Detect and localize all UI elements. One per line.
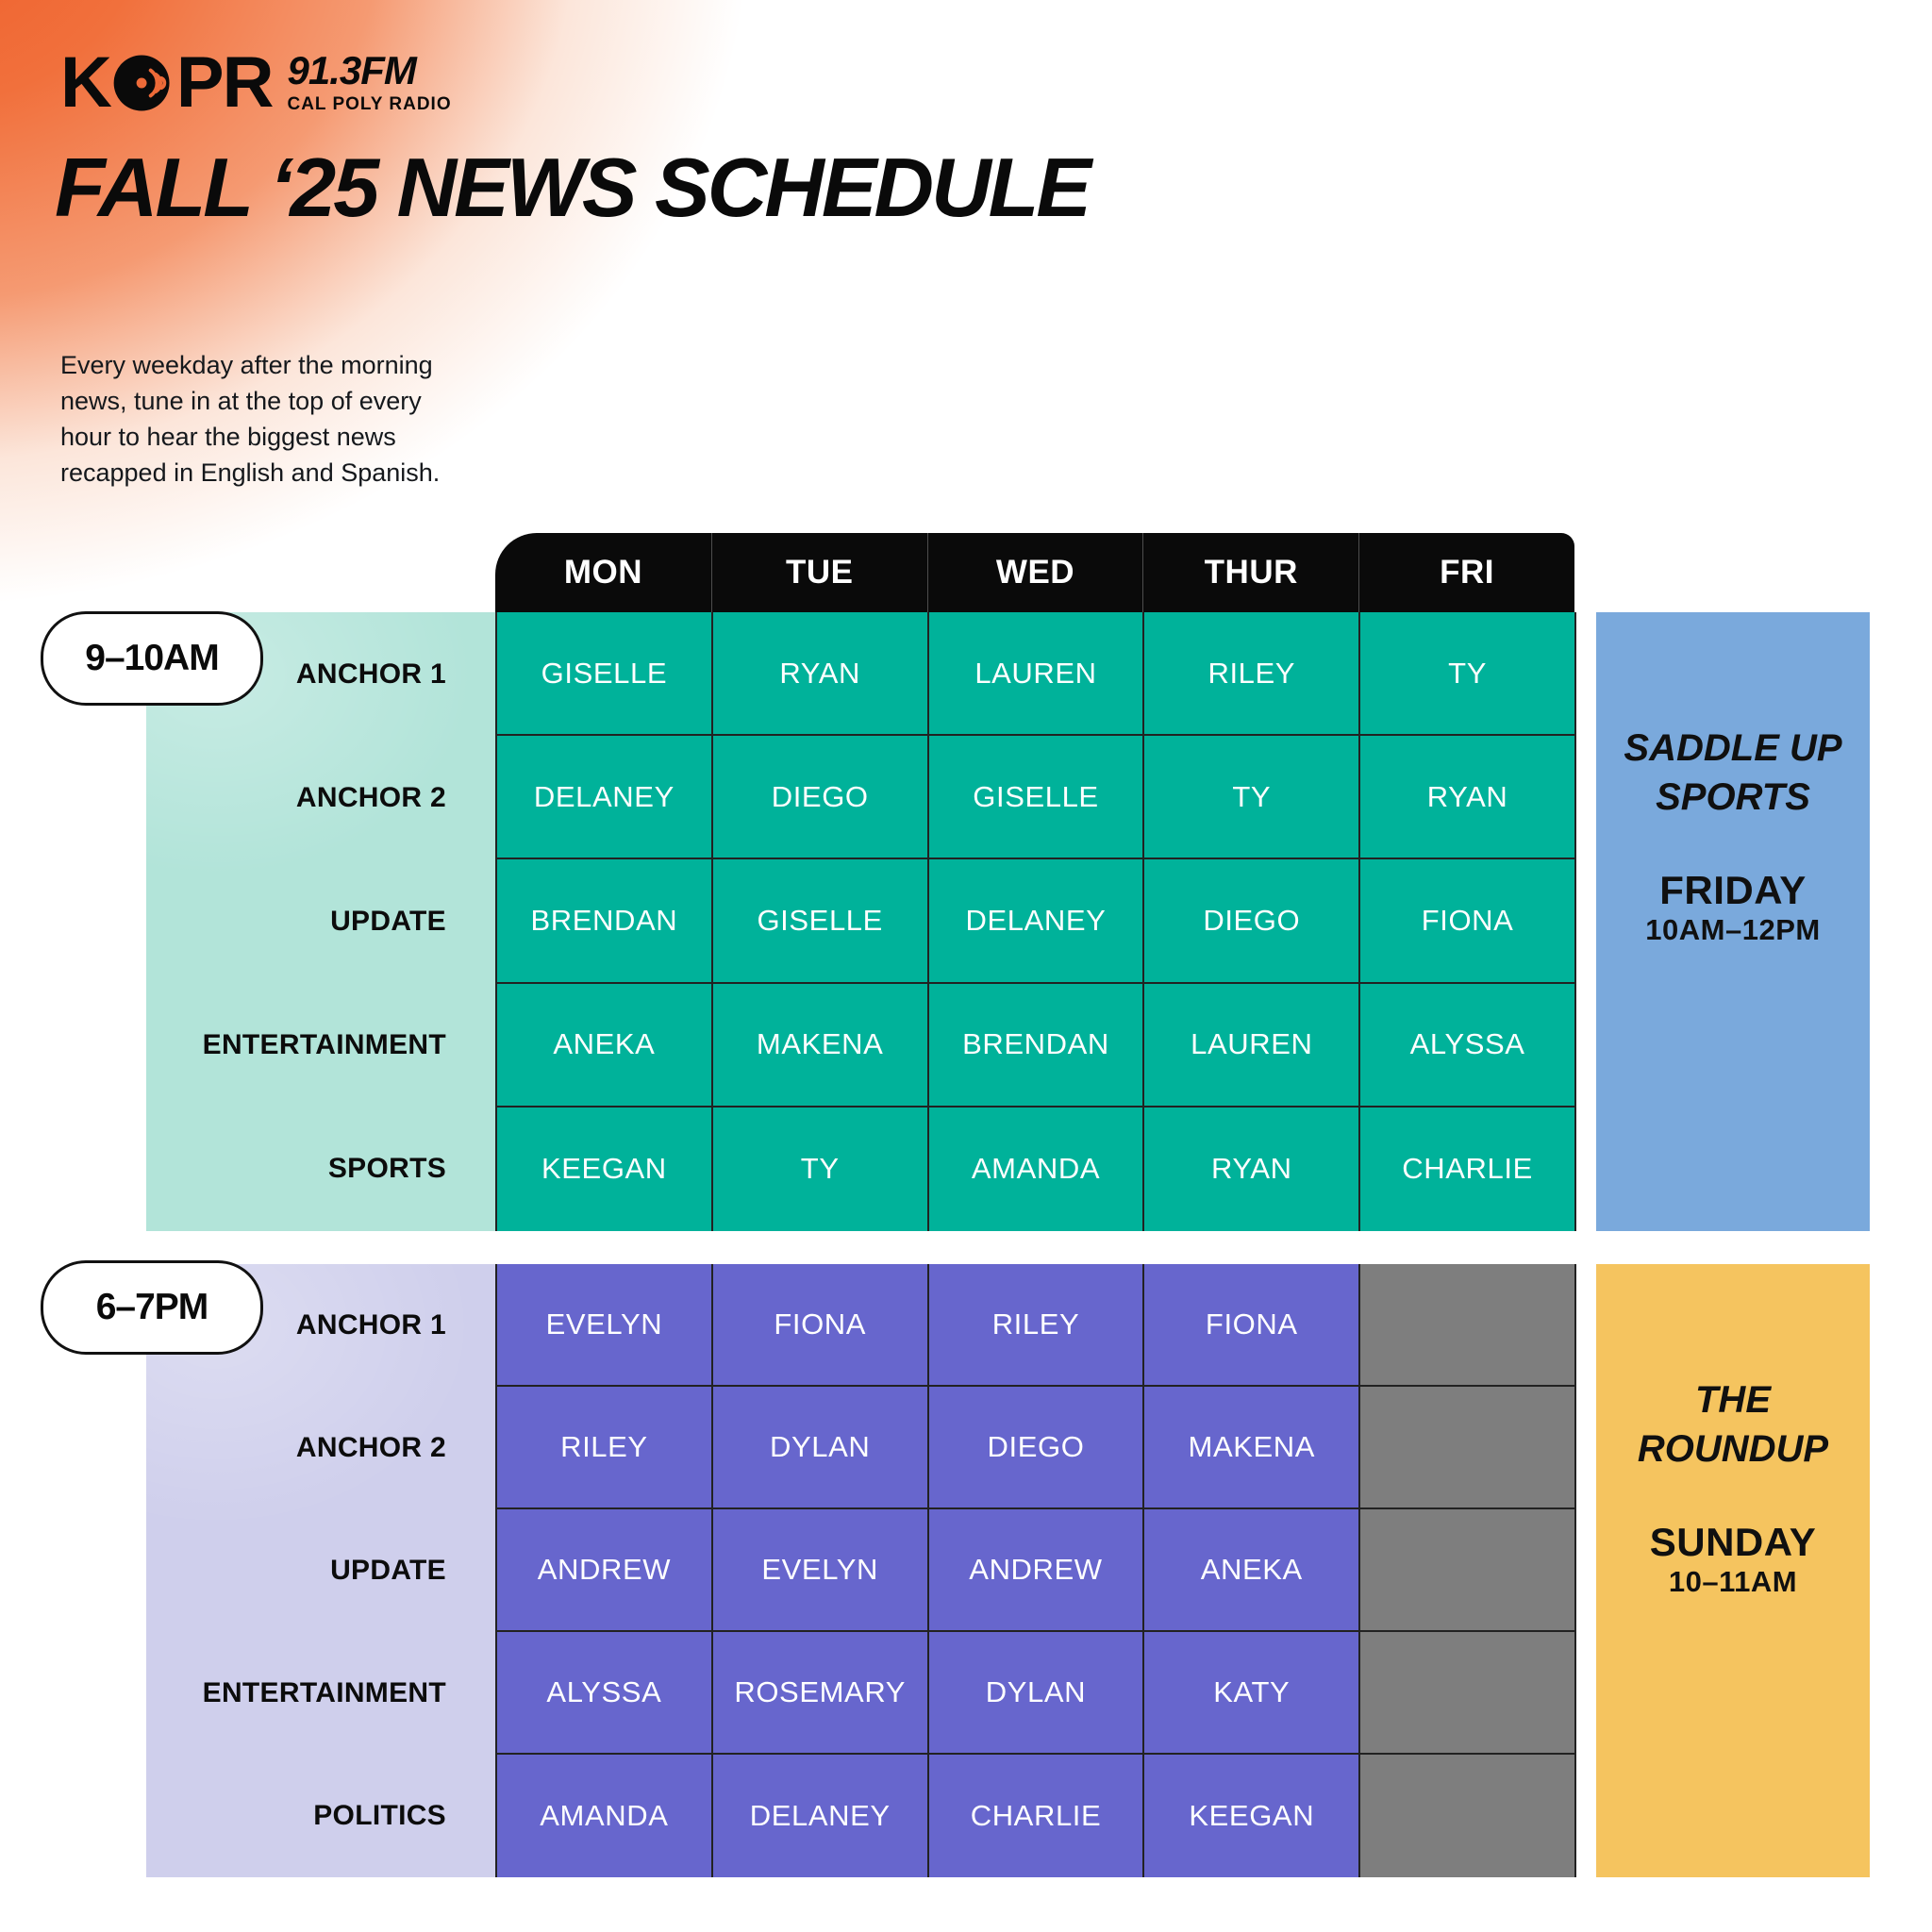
schedule-cell-update-wed: DELANEY [929, 859, 1145, 983]
schedule-cell-anchor-1-thur: FIONA [1144, 1264, 1360, 1387]
panel-time: 10–11AM [1668, 1565, 1798, 1598]
schedule-cell-anchor-1-mon: EVELYN [497, 1264, 713, 1387]
schedule-cell-anchor-2-tue: DYLAN [713, 1387, 929, 1509]
schedule-cell-anchor-2-mon: RILEY [497, 1387, 713, 1509]
empty-cell-fri [1360, 1509, 1576, 1632]
schedule-cell-sports-mon: KEEGAN [497, 1108, 713, 1231]
schedule-cell-anchor-1-fri: TY [1360, 612, 1576, 736]
time-pill-label: 9–10AM [85, 638, 219, 678]
role-label-anchor-1: ANCHOR 1 [295, 658, 446, 690]
role-label-anchor-2: ANCHOR 2 [295, 1432, 446, 1463]
role-label-entertainment: ENTERTAINMENT [202, 1029, 446, 1061]
days-header [495, 533, 1574, 615]
schedule-cell-sports-tue: TY [713, 1108, 929, 1231]
page-title: FALL ‘25 NEWS SCHEDULE [55, 141, 1090, 234]
role-label-update: UPDATE [330, 905, 446, 937]
day-header-mon: MON [563, 554, 642, 591]
day-header-tue: TUE [711, 533, 927, 612]
panel-time: 10AM–12PM [1645, 913, 1821, 946]
schedule-cell-sports-wed: AMANDA [929, 1108, 1145, 1231]
schedule-cell-update-thur: ANEKA [1144, 1509, 1360, 1632]
empty-cell-fri [1360, 1264, 1576, 1387]
role-label-entertainment: ENTERTAINMENT [202, 1677, 446, 1708]
the-roundup-panel [1596, 1264, 1870, 1877]
day-header-fri: FRI [1358, 533, 1574, 612]
panel-day: SUNDAY [1649, 1520, 1817, 1564]
station-frequency: 91.3FM [287, 48, 416, 92]
logo-letter-k: K [60, 42, 110, 123]
schedule-cell-entertainment-thur: KATY [1144, 1632, 1360, 1755]
schedule-cell-update-mon: ANDREW [497, 1509, 713, 1632]
schedule-cell-anchor-2-wed: GISELLE [929, 736, 1145, 859]
role-label-column [146, 1264, 495, 1877]
evening-schedule-grid [495, 1264, 1576, 1877]
schedule-cell-anchor-1-tue: FIONA [713, 1264, 929, 1387]
schedule-cell-update-fri: FIONA [1360, 859, 1576, 983]
role-label-anchor-2: ANCHOR 2 [295, 781, 446, 813]
schedule-cell-sports-thur: RYAN [1144, 1108, 1360, 1231]
schedule-cell-entertainment-wed: DYLAN [929, 1632, 1145, 1755]
time-pill-9-10am [41, 611, 263, 706]
schedule-cell-entertainment-fri: ALYSSA [1360, 984, 1576, 1108]
panel-when [1596, 869, 1870, 948]
intro-paragraph: Every weekday after the morning news, tune in at the top of every hour to hear the biggest news recapped in English and Spanish. [60, 351, 441, 487]
schedule-cell-politics-tue: DELANEY [713, 1755, 929, 1877]
time-pill-6-7pm [41, 1260, 263, 1355]
schedule-cell-entertainment-tue: MAKENA [713, 984, 929, 1108]
empty-cell-fri [1360, 1755, 1576, 1877]
role-label-update: UPDATE [330, 1555, 446, 1586]
schedule-cell-anchor-1-mon: GISELLE [497, 612, 713, 736]
day-header-thur: THUR [1142, 533, 1358, 612]
schedule-cell-entertainment-mon: ANEKA [497, 984, 713, 1108]
schedule-cell-politics-mon: AMANDA [497, 1755, 713, 1877]
schedule-cell-update-tue: GISELLE [713, 859, 929, 983]
schedule-cell-update-tue: EVELYN [713, 1509, 929, 1632]
schedule-cell-update-thur: DIEGO [1144, 859, 1360, 983]
panel-when [1596, 1521, 1870, 1600]
schedule-cell-politics-thur: KEEGAN [1144, 1755, 1360, 1877]
schedule-cell-anchor-2-thur: TY [1144, 736, 1360, 859]
kcpr-logo-word [60, 42, 273, 123]
panel-title: THE ROUNDUP [1637, 1379, 1829, 1470]
schedule-cell-anchor-2-tue: DIEGO [713, 736, 929, 859]
kcpr-logo [60, 42, 452, 123]
morning-schedule-grid [495, 612, 1576, 1231]
record-disc-icon [113, 53, 174, 113]
saddle-up-sports-panel [1596, 612, 1870, 1231]
schedule-cell-anchor-1-wed: RILEY [929, 1264, 1145, 1387]
schedule-cell-anchor-2-wed: DIEGO [929, 1387, 1145, 1509]
panel-title: SADDLE UP SPORTS [1624, 727, 1842, 818]
station-tagline: CAL POLY RADIO [287, 94, 452, 114]
schedule-cell-sports-fri: CHARLIE [1360, 1108, 1576, 1231]
schedule-cell-entertainment-thur: LAUREN [1144, 984, 1360, 1108]
schedule-cell-update-wed: ANDREW [929, 1509, 1145, 1632]
schedule-cell-update-mon: BRENDAN [497, 859, 713, 983]
schedule-cell-entertainment-tue: ROSEMARY [713, 1632, 929, 1755]
schedule-cell-anchor-1-wed: LAUREN [929, 612, 1145, 736]
schedule-cell-anchor-2-mon: DELANEY [497, 736, 713, 859]
schedule-cell-entertainment-wed: BRENDAN [929, 984, 1145, 1108]
schedule-cell-anchor-1-thur: RILEY [1144, 612, 1360, 736]
role-label-politics: POLITICS [313, 1800, 446, 1831]
schedule-cell-politics-wed: CHARLIE [929, 1755, 1145, 1877]
day-header-wed: WED [927, 533, 1143, 612]
schedule-cell-anchor-2-thur: MAKENA [1144, 1387, 1360, 1509]
logo-letters-pr: PR [175, 42, 273, 123]
logo-right-block [287, 47, 451, 115]
schedule-cell-anchor-1-tue: RYAN [713, 612, 929, 736]
schedule-cell-entertainment-mon: ALYSSA [497, 1632, 713, 1755]
schedule-cell-anchor-2-fri: RYAN [1360, 736, 1576, 859]
empty-cell-fri [1360, 1632, 1576, 1755]
time-pill-label: 6–7PM [95, 1287, 208, 1327]
role-label-sports: SPORTS [327, 1153, 446, 1185]
empty-cell-fri [1360, 1387, 1576, 1509]
panel-day: FRIDAY [1659, 868, 1807, 912]
role-label-anchor-1: ANCHOR 1 [295, 1309, 446, 1341]
